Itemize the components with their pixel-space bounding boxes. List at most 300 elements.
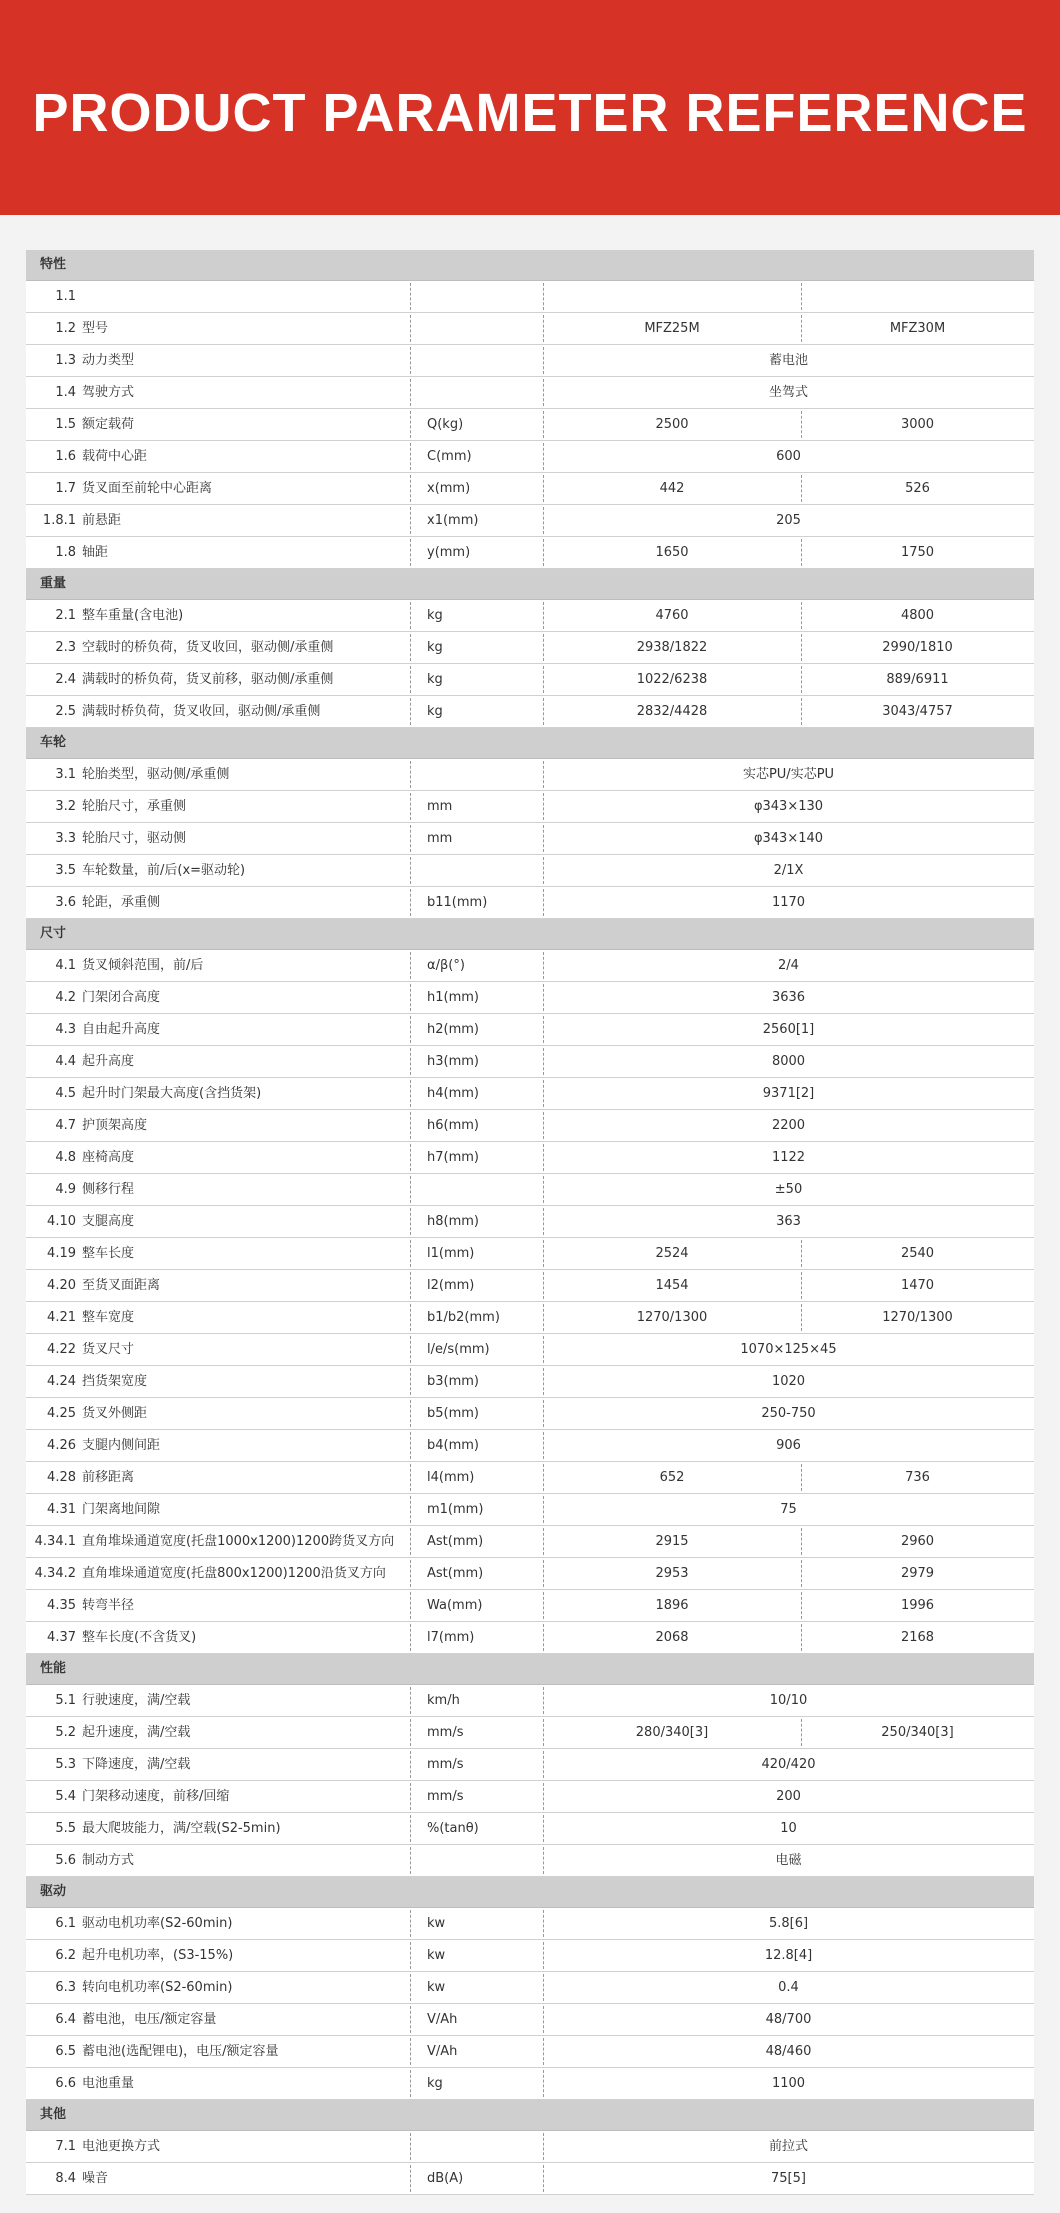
column-divider [410,507,411,534]
table-row [26,1749,1034,1781]
column-divider [410,1687,411,1714]
value-mfz25m: 1270/1300 [636,1310,708,1325]
parameter-name [82,281,432,312]
parameter-name: 支腿内侧间距 [82,1438,161,1453]
page-title: PRODUCT PARAMETER REFERENCE [32,82,1028,143]
value-mfz25m: 2832/4428 [636,704,708,719]
table-row [26,505,1034,537]
column-divider [410,1592,411,1619]
value-shared: 1020 [771,1374,806,1389]
value-mfz25m [543,281,801,312]
header-banner [0,0,1060,215]
parameter-unit: %(tanθ) [427,1821,479,1836]
parameter-name: 货叉外侧距 [82,1406,148,1421]
column-divider [410,1528,411,1555]
parameter-unit: b11(mm) [427,895,488,910]
value-mfz25m: 1650 [655,545,689,560]
table-row [26,377,1034,409]
table-row [26,441,1034,473]
row-number: 6.5 [55,2044,76,2059]
column-divider [410,1464,411,1491]
parameter-name: 空载时的桥负荷，货叉收回，驱动侧/承重侧 [82,640,334,655]
parameter-name: 自由起升高度 [82,1022,161,1037]
parameter-unit: m1(mm) [427,1502,484,1517]
parameter-name: 前移距离 [82,1470,135,1485]
table-row [26,1206,1034,1238]
row-number: 4.25 [47,1406,76,1421]
value-shared: 2/4 [778,958,799,973]
parameter-unit: mm/s [427,1725,464,1740]
value-shared: 3636 [771,990,806,1005]
parameter-unit [415,855,557,886]
column-divider [410,379,411,406]
table-row [26,982,1034,1014]
value-mfz25m: 2915 [655,1534,689,1549]
column-divider [410,1016,411,1043]
column-divider [410,1400,411,1427]
table-row [26,2004,1034,2036]
column-divider [410,1432,411,1459]
table-row [26,1238,1034,1270]
parameter-name: 蓄电池，电压/额定容量 [82,2012,217,2027]
parameter-name: 驾驶方式 [82,385,135,400]
row-number: 4.20 [47,1278,76,1293]
row-number: 4.5 [55,1086,76,1101]
parameter-unit: mm [427,799,453,814]
parameter-unit [415,1845,557,1876]
parameter-unit: mm/s [427,1789,464,1804]
row-number: 4.21 [47,1310,76,1325]
parameter-name: 轮胎类型，驱动侧/承重侧 [82,767,230,782]
row-number: 1.8.1 [42,513,76,528]
column-divider [410,411,411,438]
row-number: 1.8 [55,545,76,560]
column-divider [410,1208,411,1235]
row-number: 3.2 [55,799,76,814]
parameter-name: 直角堆垛通道宽度(托盘1000x1200)1200跨货叉方向 [82,1534,395,1549]
parameter-name: 至货叉面距离 [82,1278,161,1293]
table-row [26,1781,1034,1813]
value-mfz30m: 2990/1810 [882,640,953,655]
value-shared: 205 [776,513,801,528]
value-shared: 2560[1] [762,1022,815,1037]
column-divider [410,602,411,629]
row-number: 2.4 [55,672,76,687]
parameter-unit: Ast(mm) [427,1566,484,1581]
column-divider [410,1048,411,1075]
parameter-name: 型号 [82,321,109,336]
value-shared: 1100 [771,2076,806,2091]
value-shared: 420/420 [761,1757,816,1772]
row-number: 4.19 [47,1246,76,1261]
value-mfz30m: 3043/4757 [882,704,953,719]
table-row [26,1462,1034,1494]
parameter-unit: x(mm) [427,481,471,496]
value-shared: 48/700 [765,2012,812,2027]
value-shared: φ343×130 [753,799,824,814]
parameter-name: 货叉倾斜范围，前/后 [82,958,204,973]
value-mfz25m: MFZ25M [644,321,700,336]
value-shared: 1170 [771,895,806,910]
parameter-unit: kg [427,640,443,655]
parameter-unit: kw [427,1948,446,1963]
row-number: 4.1 [55,958,76,973]
table-row [26,1270,1034,1302]
value-mfz30m: MFZ30M [889,321,946,336]
column-divider [410,1176,411,1203]
table-row [26,1366,1034,1398]
column-divider [410,1719,411,1746]
parameter-unit [415,281,557,312]
parameter-name: 轮胎尺寸，驱动侧 [82,831,187,846]
row-number: 1.5 [55,417,76,432]
value-shared: 8000 [771,1054,806,1069]
parameter-unit [415,345,557,376]
column-divider [410,2006,411,2033]
parameter-unit: l7(mm) [427,1630,475,1645]
parameter-unit: h7(mm) [427,1150,479,1165]
value-mfz25m: 652 [659,1470,685,1485]
value-shared: 10/10 [769,1693,808,1708]
value-shared: 5.8[6] [768,1916,809,1931]
column-divider [410,666,411,693]
row-number: 4.26 [47,1438,76,1453]
column-divider [410,698,411,725]
column-divider [410,1144,411,1171]
column-divider [410,1304,411,1331]
table-row [26,664,1034,696]
parameter-unit: Q(kg) [427,417,464,432]
row-number: 4.24 [47,1374,76,1389]
value-mfz30m: 736 [905,1470,930,1485]
section-header: 驱动 [26,1877,1034,1908]
value-mfz25m: 2524 [655,1246,689,1261]
parameter-name: 噪音 [82,2171,109,2186]
row-number: 1.7 [55,481,76,496]
row-number: 3.5 [55,863,76,878]
parameter-unit: h1(mm) [427,990,479,1005]
row-number: 4.3 [55,1022,76,1037]
parameter-unit: km/h [427,1693,460,1708]
parameter-name: 满载时的桥负荷，货叉前移，驱动侧/承重侧 [82,672,334,687]
row-number: 1.3 [55,353,76,368]
parameter-name: 门架离地间隙 [82,1502,161,1517]
table-row [26,1526,1034,1558]
parameter-name: 起升时门架最大高度(含挡货架) [82,1086,262,1101]
column-divider [410,1751,411,1778]
value-mfz30m: 1750 [900,545,935,560]
column-divider [410,984,411,1011]
value-mfz30m: 1270/1300 [882,1310,953,1325]
parameter-unit: dB(A) [427,2171,464,2186]
table-row [26,1622,1034,1654]
row-number: 4.9 [55,1182,76,1197]
parameter-unit: b3(mm) [427,1374,479,1389]
value-shared: 600 [776,449,801,464]
value-shared: 1070×125×45 [740,1342,837,1357]
parameter-name: 下降速度，满/空载 [82,1757,191,1772]
table-row [26,1398,1034,1430]
parameter-unit: kg [427,672,443,687]
parameter-name: 蓄电池(选配锂电)，电压/额定容量 [82,2044,279,2059]
column-divider [410,1974,411,2001]
value-shared: 2/1X [773,863,804,878]
parameter-name: 整车长度(不含货叉) [82,1630,197,1645]
parameter-unit: b1/b2(mm) [427,1310,500,1325]
parameter-name: 载荷中心距 [82,449,148,464]
row-number: 1.6 [55,449,76,464]
column-divider [410,1272,411,1299]
table-row [26,537,1034,569]
column-divider [410,1942,411,1969]
parameter-unit: l/e/s(mm) [427,1342,490,1357]
value-shared: 蓄电池 [768,353,808,368]
column-divider [410,443,411,470]
column-divider [410,634,411,661]
parameter-name: 整车宽度 [82,1310,135,1325]
value-mfz25m: 2500 [655,417,689,432]
parameter-unit: V/Ah [427,2012,458,2027]
table-row [26,759,1034,791]
value-shared: 坐驾式 [768,385,808,400]
row-number: 6.4 [55,2012,76,2027]
row-number: 4.35 [47,1598,76,1613]
row-number: 6.2 [55,1948,76,1963]
table-row [26,473,1034,505]
value-mfz25m: 1896 [655,1598,689,1613]
parameter-name: 座椅高度 [82,1150,135,1165]
parameter-unit: x1(mm) [427,513,479,528]
row-number: 4.34.1 [34,1534,76,1549]
value-shared: 363 [776,1214,801,1229]
table-row [26,1908,1034,1940]
parameter-name: 货叉尺寸 [82,1342,135,1357]
row-number: 6.6 [55,2076,76,2091]
column-divider [410,1910,411,1937]
table-row [26,632,1034,664]
row-number: 1.4 [55,385,76,400]
parameter-name: 前悬距 [82,513,122,528]
parameter-unit: kw [427,1916,446,1931]
table-row [26,2131,1034,2163]
value-mfz30m [801,281,1034,312]
section-header: 性能 [26,1654,1034,1685]
table-row [26,1014,1034,1046]
parameter-name: 转向电机功率(S2-60min) [82,1980,233,1995]
value-mfz25m: 1022/6238 [636,672,708,687]
value-shared: 906 [776,1438,801,1453]
column-divider [410,793,411,820]
column-divider [410,347,411,374]
parameter-unit: mm/s [427,1757,464,1772]
row-number: 5.2 [55,1725,76,1740]
row-number: 2.5 [55,704,76,719]
column-divider [410,1560,411,1587]
row-number: 4.10 [47,1214,76,1229]
parameter-unit: Ast(mm) [427,1534,484,1549]
column-divider [410,1336,411,1363]
table-row [26,1717,1034,1749]
table-row [26,696,1034,728]
value-shared: 电磁 [775,1853,802,1868]
value-mfz30m: 2168 [900,1630,935,1645]
parameter-unit [415,2131,557,2162]
parameter-name: 轮胎尺寸，承重侧 [82,799,187,814]
column-divider [410,1080,411,1107]
row-number: 4.28 [47,1470,76,1485]
value-mfz25m: 442 [659,481,685,496]
parameter-unit: kg [427,608,443,623]
row-number: 2.1 [55,608,76,623]
row-number: 3.3 [55,831,76,846]
column-divider [410,539,411,566]
table-row [26,281,1034,313]
parameter-unit: α/β(°) [427,958,465,973]
table-row [26,345,1034,377]
column-divider [410,2038,411,2065]
value-shared: φ343×140 [753,831,824,846]
value-mfz30m: 1996 [900,1598,935,1613]
parameter-name: 侧移行程 [82,1182,135,1197]
parameter-unit [415,759,557,790]
table-row [26,600,1034,632]
table-row [26,1972,1034,2004]
value-shared: 48/460 [765,2044,812,2059]
table-row [26,1334,1034,1366]
table-row [26,1078,1034,1110]
column-divider [410,1847,411,1874]
row-number: 5.5 [55,1821,76,1836]
table-row [26,2163,1034,2195]
value-mfz25m: 2953 [655,1566,689,1581]
row-number: 5.6 [55,1853,76,1868]
parameter-unit: l2(mm) [427,1278,475,1293]
parameter-unit: h8(mm) [427,1214,479,1229]
value-mfz30m: 2979 [900,1566,935,1581]
column-divider [410,952,411,979]
value-shared: 实芯PU/实芯PU [742,767,835,782]
table-row [26,2036,1034,2068]
value-mfz25m: 280/340[3] [635,1725,709,1740]
value-mfz30m: 250/340[3] [881,1725,954,1740]
value-shared: ±50 [774,1182,803,1197]
value-mfz30m: 4800 [900,608,935,623]
row-number: 7.1 [55,2139,76,2154]
row-number: 4.22 [47,1342,76,1357]
parameter-unit: h6(mm) [427,1118,479,1133]
parameter-unit: Wa(mm) [427,1598,483,1613]
parameter-name: 起升高度 [82,1054,135,1069]
value-mfz30m: 1470 [900,1278,935,1293]
parameter-name: 起升电机功率，(S3-15%) [82,1948,234,1963]
row-number: 5.3 [55,1757,76,1772]
parameter-name: 满载时桥负荷，货叉收回，驱动侧/承重侧 [82,704,321,719]
parameter-name: 轴距 [82,545,109,560]
parameter-name: 行驶速度，满/空载 [82,1693,191,1708]
table-row [26,1494,1034,1526]
section-header: 尺寸 [26,919,1034,950]
row-number: 6.3 [55,1980,76,1995]
column-divider [410,889,411,916]
row-number: 1.2 [55,321,76,336]
table-row [26,1940,1034,1972]
value-shared: 250-750 [761,1406,816,1421]
table-row [26,2068,1034,2100]
parameter-name: 起升速度，满/空载 [82,1725,191,1740]
parameter-unit [415,1174,557,1205]
table-row [26,855,1034,887]
column-divider [410,1783,411,1810]
row-number: 3.6 [55,895,76,910]
parameter-unit: l4(mm) [427,1470,475,1485]
value-shared: 前拉式 [768,2139,808,2154]
parameter-unit: V/Ah [427,2044,458,2059]
parameter-name: 车轮数量，前/后(x=驱动轮) [82,863,246,878]
parameter-unit: kg [427,704,443,719]
parameter-unit: y(mm) [427,545,471,560]
row-number: 6.1 [55,1916,76,1931]
row-number: 5.4 [55,1789,76,1804]
section-header: 特性 [26,250,1034,281]
parameter-unit: b4(mm) [427,1438,479,1453]
value-shared: 200 [776,1789,801,1804]
table-row [26,1813,1034,1845]
parameter-name: 最大爬坡能力，满/空载(S2-5min) [82,1821,281,1836]
table-row [26,313,1034,345]
column-divider [410,1368,411,1395]
column-divider [410,1496,411,1523]
column-divider [410,761,411,788]
value-shared: 9371[2] [762,1086,815,1101]
value-mfz30m: 3000 [900,417,935,432]
parameter-name: 制动方式 [82,1853,135,1868]
table-row [26,409,1034,441]
table-row [26,1558,1034,1590]
table-row [26,887,1034,919]
row-number: 2.3 [55,640,76,655]
section-header: 重量 [26,569,1034,600]
table-row [26,950,1034,982]
value-mfz25m: 1454 [655,1278,689,1293]
parameter-name: 整车重量(含电池) [82,608,184,623]
parameter-name: 门架闭合高度 [82,990,161,1005]
row-number: 5.1 [55,1693,76,1708]
row-number: 4.34.2 [34,1566,76,1581]
parameter-unit: kg [427,2076,443,2091]
table-row [26,1590,1034,1622]
parameter-unit [415,313,557,344]
parameter-name: 整车长度 [82,1246,135,1261]
table-row [26,1430,1034,1462]
parameter-name: 货叉面至前轮中心距离 [82,481,213,496]
value-shared: 1122 [771,1150,806,1165]
parameter-name: 挡货架宽度 [82,1374,148,1389]
column-divider [410,283,411,310]
parameter-name: 驱动电机功率(S2-60min) [82,1916,233,1931]
table-row [26,791,1034,823]
parameter-unit: C(mm) [427,449,472,464]
table-row [26,1302,1034,1334]
column-divider [410,2070,411,2097]
parameter-name: 电池更换方式 [82,2139,161,2154]
value-mfz30m: 889/6911 [886,672,949,687]
value-shared: 10 [780,1821,797,1836]
row-number: 4.4 [55,1054,76,1069]
value-mfz25m: 2938/1822 [636,640,708,655]
column-divider [410,1815,411,1842]
value-mfz30m: 2540 [900,1246,935,1261]
column-divider [410,315,411,342]
